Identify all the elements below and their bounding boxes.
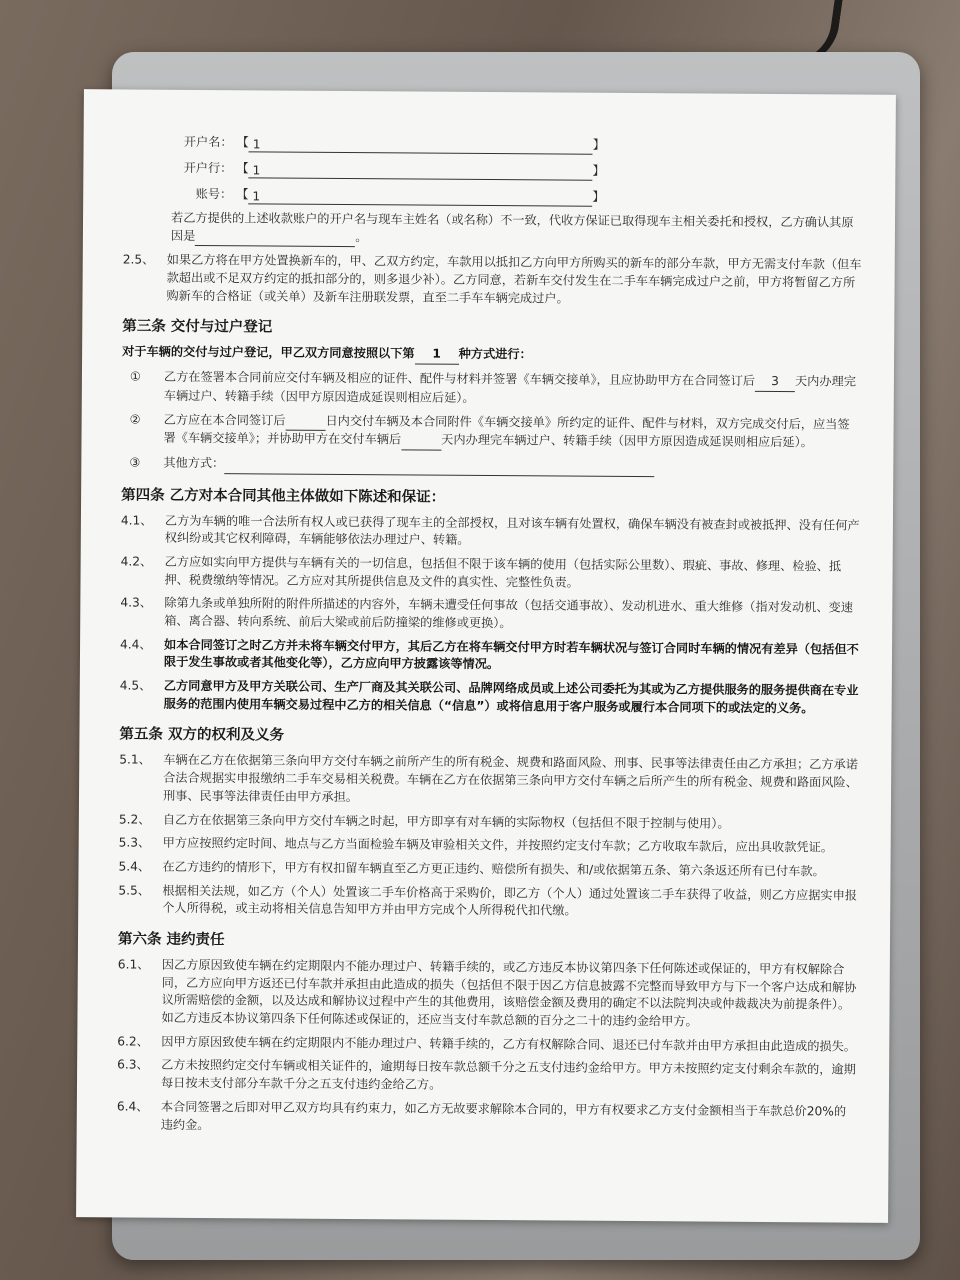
account-name-row <box>179 126 864 157</box>
option-text <box>163 455 861 479</box>
account-number-label: 账号： <box>195 187 233 202</box>
account-mismatch-text: 若乙方提供的上述收款账户的开户名与现车主姓名（或名称）不一致，代收方保证已取得现车主相关委托和授权，乙方确认其原因是 <box>170 210 854 243</box>
contract-page <box>76 89 896 1223</box>
clause-6-2 <box>117 1033 857 1056</box>
clause-6-1 <box>117 956 857 1032</box>
clause-text: 如本合同签订之时乙方并未将车辆交付甲方，其后乙方在将车辆交付甲方时若车辆状况与签订合同时车辆的情况有差异（包括但不限于发生事故或者其他变化等），乙方应向甲方披露该等情况。 <box>163 637 859 672</box>
option-text <box>163 411 861 453</box>
close-bracket: 】 <box>592 138 605 153</box>
clause-number: 4.2、 <box>120 554 153 569</box>
clause-number: 5.3、 <box>118 835 151 850</box>
option-2-c: 天内办理完车辆过户、转籍手续（因甲方原因造成延误则相应后延）。 <box>441 432 813 450</box>
clause-number: 4.4、 <box>120 637 152 652</box>
method-value: 1 <box>415 346 459 365</box>
clause-4-3 <box>120 595 860 636</box>
option-2-a: 乙方应在本合同签订后 <box>163 412 286 428</box>
open-bracket: 【 <box>236 135 249 150</box>
clause-number: 6.2、 <box>117 1034 149 1049</box>
clause-6-4 <box>117 1098 857 1139</box>
section-4-title: 第四条 乙方对本合同其他主体做如下陈述和保证： <box>121 487 446 506</box>
days-blank <box>285 412 325 431</box>
days-blank <box>401 432 441 451</box>
clause-5-5 <box>118 882 858 923</box>
clause-4-2 <box>120 553 860 594</box>
clause-text: 乙方为车辆的唯一合法所有权人或已获得了现车主的全部授权，且对该车辆有处置权，确保车辆没有被查封或被抵押、没有任何产权纠纷或其它权利障碍，车辆能够依法办理过户、转籍。 <box>164 513 860 548</box>
clause-2-5 <box>122 252 862 310</box>
open-bracket: 【 <box>236 187 249 202</box>
section-3-title: 第三条 交付与过户登记 <box>122 318 273 336</box>
option-3-label: 其他方式： <box>163 455 225 471</box>
clause-number: 4.1、 <box>120 513 153 528</box>
account-bank-value: 1 <box>249 162 593 180</box>
option-1-pre: 乙方在签署本合同前应交付车辆及相应的证件、配件与材料并签署《车辆交接单》，且应协助甲方在合同签订后 <box>163 369 756 389</box>
clause-number: 5.4、 <box>118 859 151 874</box>
account-name-label: 开户名： <box>183 135 233 150</box>
clause-text: 车辆在乙方在依据第三条向甲方交付车辆之前所产生的所有税金、规费和路面风险、刑事、民事等法律责任由乙方承担；乙方承诺合法合规据实申报缴纳二手车交易相关税费。车辆在乙方在依据第三条向甲方交付车辆之后所产生的所有税金、规费和路面风险、刑事、民事等法律责任由甲方承担。 <box>162 753 858 804</box>
account-name-value: 1 <box>249 136 593 154</box>
clause-4-1 <box>121 512 861 553</box>
section-6-list <box>117 956 858 1138</box>
clause-text: 在乙方违约的情形下，甲方有权扣留车辆直至乙方更正违约、赔偿所有损失、和/或依据第五条、第六条返还所有已付车款。 <box>162 859 825 879</box>
clause-text: 乙方未按照约定交付车辆或相关证件的，逾期每日按车款总额千分之五支付违约金给甲方。甲方未按照约定支付剩余车款的，逾期每日按未支付部分车款千分之五支付违约金给乙方。 <box>160 1058 856 1092</box>
clause-4-5 <box>120 678 860 719</box>
intro-post: 种方式进行： <box>458 347 532 362</box>
account-bank-row <box>178 152 863 183</box>
account-number-value: 1 <box>248 188 592 206</box>
clause-text: 除第九条或单独所附的附件所描述的内容外，车辆未遭受任何事故（包括交通事故）、发动机进水、重大维修（指对发动机、变速箱、离合器、转向系统、前后大梁或前后防撞梁的维修或更换）。 <box>164 596 853 631</box>
clause-number: 6.1、 <box>117 957 150 972</box>
clause-text: 因甲方原因致使车辆在约定期限内不能办理过户、转籍手续的，乙方有权解除合同、退还已付车款并由甲方承担由此造成的损失。 <box>161 1034 857 1054</box>
contract-content <box>117 125 864 1138</box>
clause-text: 根据相关法规，如乙方（个人）处置该二手车价格高于采购价，即乙方（个人）通过处置该二手车获得了收益，则乙方应据实申报个人所得税，或主动将相关信息告知甲方并由甲方完成个人所得税代扣代缴。 <box>162 883 858 918</box>
clause-5-2 <box>119 811 859 834</box>
option-1 <box>122 369 862 411</box>
section-6-title: 第六条 违约责任 <box>117 931 225 949</box>
clause-text: 自乙方在依据第三条向甲方交付车辆之时起，甲方即享有对车辆的实际物权（包括但不限于控制与使用）。 <box>162 812 730 831</box>
clause-text: 如果乙方将在甲方处置换新车的，甲、乙双方约定，车款用以抵扣乙方向甲方所购买的新车的部分车款，甲方无需支付车款（但车款超出或不足双方约定的抵扣部分的，则多退少补）。乙方同意，若新车交付发生在二手车车辆完成过户之前，甲方将暂留乙方所购新车的合格证（或关单）及新车注册联发票，直至二手车车辆完成过户。 <box>166 253 862 306</box>
clause-number: 5.5、 <box>118 883 150 898</box>
clause-number: 2.5、 <box>122 252 155 268</box>
clause-5-3 <box>119 835 859 858</box>
option-text <box>164 369 862 410</box>
clause-number: 6.3、 <box>117 1057 149 1073</box>
clause-number: 4.5、 <box>119 678 152 693</box>
clause-number: 5.2、 <box>118 811 151 827</box>
open-bracket: 【 <box>236 161 249 176</box>
reason-blank <box>195 228 355 248</box>
option-2 <box>121 411 861 454</box>
clause-number: 4.3、 <box>120 595 152 611</box>
section-4-list <box>120 512 861 718</box>
section-5-title: 第五条 双方的权利及义务 <box>119 726 285 745</box>
close-bracket: 】 <box>592 190 605 205</box>
account-bank-label: 开户行： <box>183 161 233 176</box>
close-bracket: 】 <box>592 164 605 179</box>
clause-text: 乙方同意甲方及甲方关联公司、生产厂商及其关联公司、品牌网络成员或上述公司委托为其或为乙方提供服务的服务提供商在专业服务的范围内使用车辆交易过程中乙方的相关信息（“信息”）或将信息用于客户服务或履行本合同项下的或法定的义务。 <box>163 678 859 716</box>
days-value: 3 <box>755 373 795 392</box>
clause-number: 6.4、 <box>116 1099 149 1114</box>
clause-text: 乙方应如实向甲方提供与车辆有关的一切信息，包括但不限于该车辆的使用（包括实际公里数）、瑕疵、事故、修理、检验、抵押、税费缴纳等情况。乙方应对其所提供信息及文件的真实性、完整性负责。 <box>164 554 842 590</box>
intro-pre: 对于车辆的交付与过户登记，甲乙双方同意按照以下第 <box>122 344 415 361</box>
option-1-post: 天内办理完车辆过户、转籍手续（因甲方原因造成延误则相应后延）。 <box>163 374 857 405</box>
option-3 <box>121 454 861 478</box>
option-number: ① <box>129 369 141 384</box>
clause-number: 5.1、 <box>119 752 151 768</box>
section-3-intro <box>122 344 862 368</box>
clause-text: 甲方应按照约定时间、地点与乙方当面检验车辆及审验相关文件，并按照约定支付车款；乙方收取车款后，应出具收款凭证。 <box>162 835 834 855</box>
option-number: ② <box>129 412 141 427</box>
section-5-list <box>118 752 859 923</box>
account-number-row <box>178 178 863 209</box>
clause-text: 因乙方原因致使车辆在约定期限内不能办理过户、转籍手续的，或乙方违反本协议第四条下任何陈述或保证的，甲方有权解除合同，乙方应向甲方返还已付车款并承担由此造成的损失（包括但不限于因乙方信息披露不完整而导致甲方与下一个客户达成和解协议所需赔偿的金额，以及达成和解协议过程中产生的其他费用，该赔偿金额及费用的确定不以法院判决或仲裁裁决为前提条件）。如乙方违反本协议第四条下任何陈述或保证的，还应当支付车款总额的百分之二十的违约金给甲方。 <box>161 957 857 1029</box>
option-2-b: 日内交付车辆及本合同附件《车辆交接单》所约定的证件、配件与材料，双方完成交付后，应当签署《车辆交接单》；并协助甲方在交付车辆后 <box>163 413 850 447</box>
account-mismatch-paragraph: 若乙方提供的上述收款账户的开户名与现车主姓名（或名称）不一致，代收方保证已取得现车主相关委托和授权，乙方确认其原因是 。 <box>171 210 863 251</box>
other-method-blank <box>224 455 654 477</box>
clause-text: 本合同签署之后即对甲乙双方均具有约束力，如乙方无故要求解除本合同的，甲方有权要求乙方支付金额相当于车款总价20%的违约金。 <box>160 1099 847 1132</box>
clause-6-3 <box>117 1057 857 1098</box>
option-number: ③ <box>129 455 141 470</box>
clause-5-1 <box>119 752 859 810</box>
clause-5-4 <box>118 858 858 881</box>
clause-4-4 <box>120 636 860 677</box>
